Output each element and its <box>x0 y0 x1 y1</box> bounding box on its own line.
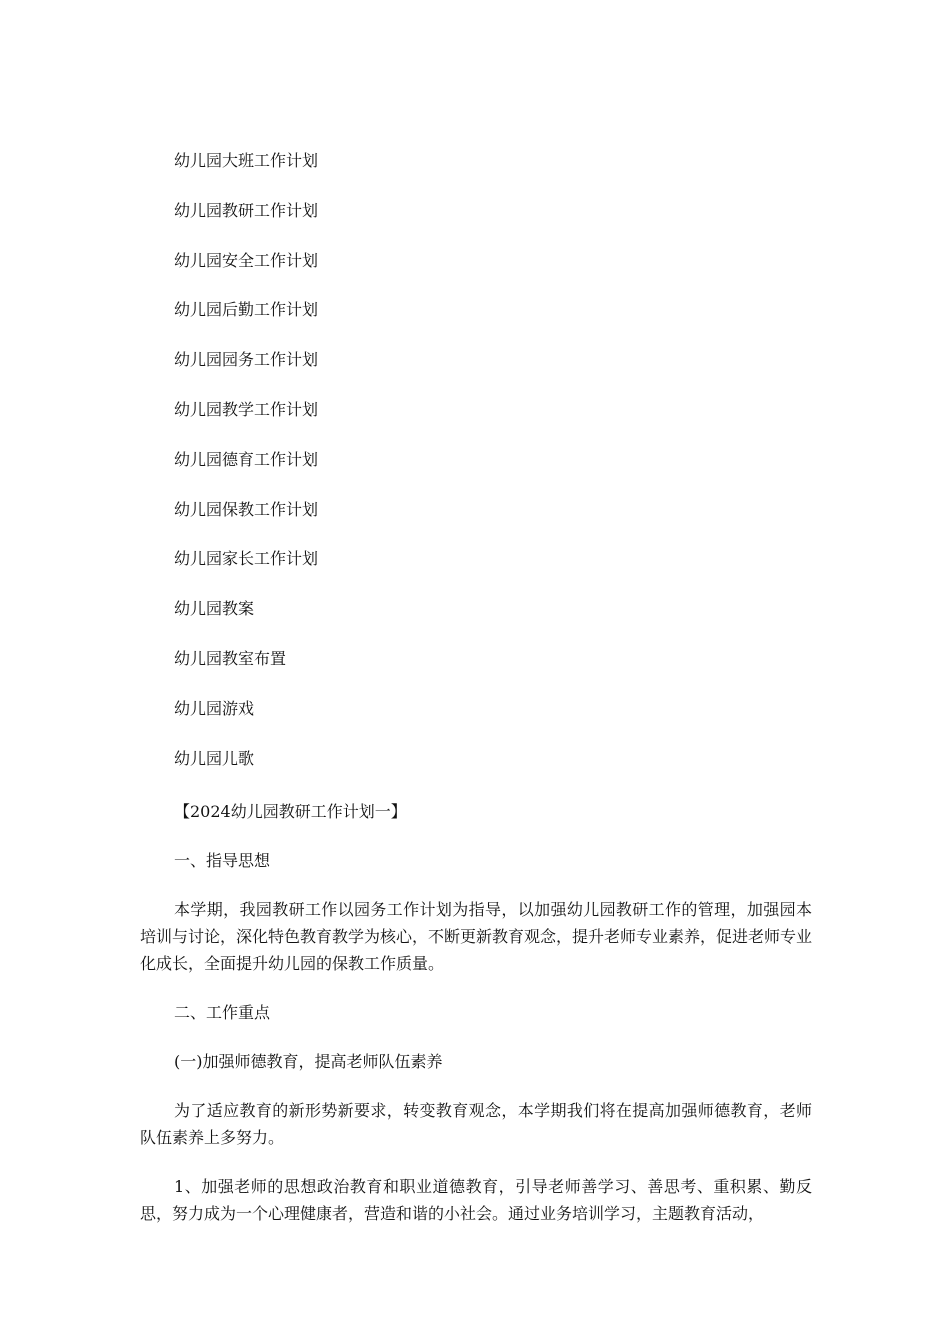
list-item <box>174 698 318 748</box>
list-item <box>174 548 318 598</box>
section-heading-work-focus: 二、工作重点 <box>174 1003 271 1022</box>
link-kindergarten-parent-work-plan[interactable]: 幼儿园家长工作计划 <box>174 549 319 569</box>
paragraph-teacher-ethics: 为了适应教育的新形势新要求，转变教育观念，本学期我们将在提高加强师德教育，老师队伍素养上多努力。 <box>140 1101 812 1147</box>
link-kindergarten-safety-plan[interactable]: 幼儿园安全工作计划 <box>174 250 319 270</box>
list-item <box>174 399 318 449</box>
article-title: 【2024幼儿园教研工作计划一】 <box>174 802 407 821</box>
list-item <box>174 449 318 499</box>
list-item <box>174 299 318 349</box>
article-body <box>140 798 812 1227</box>
link-kindergarten-classroom-decoration[interactable]: 幼儿园教室布置 <box>174 648 287 668</box>
link-kindergarten-lesson-plans[interactable]: 幼儿园教案 <box>174 599 255 619</box>
list-item <box>174 598 318 648</box>
link-kindergarten-games[interactable]: 幼儿园游戏 <box>174 698 255 718</box>
list-item <box>174 200 318 250</box>
link-kindergarten-teaching-research-plan[interactable]: 幼儿园教研工作计划 <box>174 200 319 220</box>
list-item <box>174 150 318 200</box>
list-item <box>174 748 318 798</box>
link-kindergarten-teaching-plan[interactable]: 幼儿园教学工作计划 <box>174 399 319 419</box>
link-kindergarten-senior-class-plan[interactable]: 幼儿园大班工作计划 <box>174 151 319 170</box>
link-kindergarten-administration-plan[interactable]: 幼儿园园务工作计划 <box>174 350 319 370</box>
list-item <box>174 499 318 549</box>
list-item <box>174 349 318 399</box>
link-kindergarten-care-education-plan[interactable]: 幼儿园保教工作计划 <box>174 499 319 519</box>
list-item <box>174 648 318 698</box>
related-links-list <box>174 150 318 797</box>
paragraph-guiding-ideology: 本学期，我园教研工作以园务工作计划为指导，以加强幼儿园教研工作的管理，加强园本培训与讨论，深化特色教育教学为核心，不断更新教育观念，提升老师专业素养，促进老师专业化成长，全面提升幼儿园的保教工作质量。 <box>140 900 813 973</box>
link-kindergarten-logistics-plan[interactable]: 幼儿园后勤工作计划 <box>174 300 319 320</box>
section-heading-guiding-ideology: 一、指导思想 <box>174 851 271 870</box>
list-item <box>174 250 318 300</box>
subsection-heading-teacher-ethics: (一)加强师德教育，提高老师队伍素养 <box>174 1052 443 1071</box>
link-kindergarten-nursery-rhymes[interactable]: 幼儿园儿歌 <box>174 748 255 768</box>
paragraph-item-1: 1、加强老师的思想政治教育和职业道德教育，引导老师善学习、善思考、重积累、勤反思，努力成为一个心理健康者，营造和谐的小社会。通过业务培训学习，主题教育活动， <box>140 1177 812 1223</box>
link-kindergarten-moral-education-plan[interactable]: 幼儿园德育工作计划 <box>174 449 319 469</box>
